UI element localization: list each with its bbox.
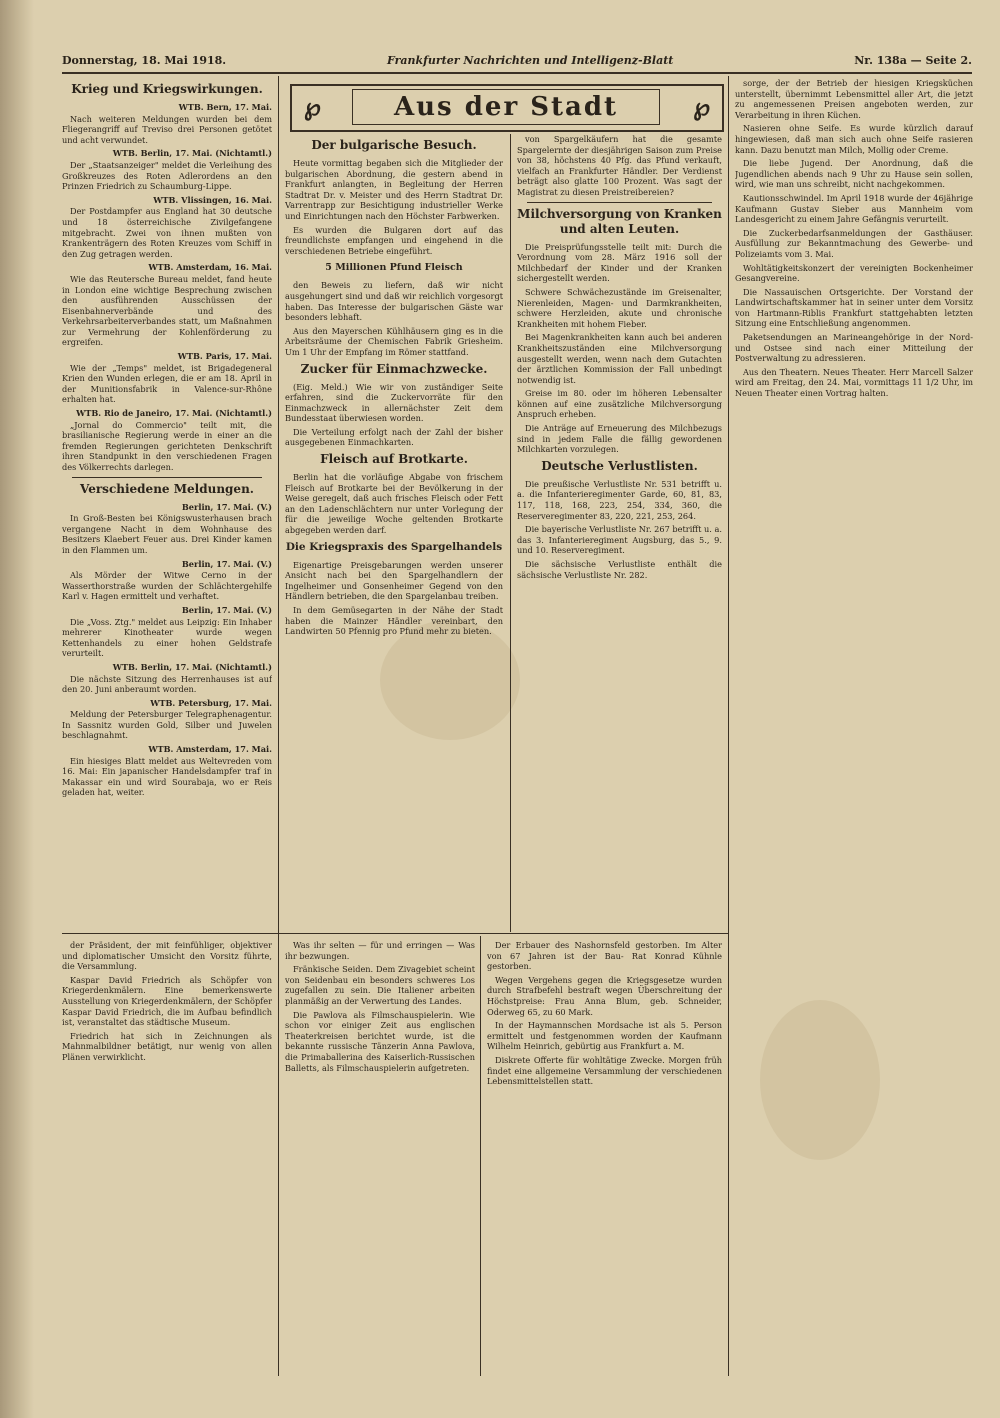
column-bulgarischer-besuch (285, 134, 503, 930)
article-paragraph: Die liebe Jugend. Der Anordnung, daß die Jugendlichen abends nach 9 Uhr zu Hause sein sollen, wird, wie man uns schreibt, nicht nachgekommen. (735, 158, 973, 190)
heading-bulgarischer-besuch: Der bulgarische Besuch. (311, 138, 477, 152)
article-paragraph: Die Anträge auf Erneuerung des Milchbezugs sind in jedem Falle die fällig gewordenen Milchkarten vorzulegen. (517, 423, 722, 455)
dateline: Berlin, 17. Mai. (V.) (181, 501, 272, 512)
article-paragraph: Diskrete Offerte für wohltätige Zwecke. Morgen früh findet eine allgemeine Versammlung der verschiedenen Lebensmittelstellen statt. (487, 1054, 722, 1087)
article-paragraph: Die sächsische Verlustliste enthält die sächsische Verlustliste Nr. 282. (517, 559, 722, 580)
article-paragraph: Wie das Reutersche Bureau meldet, fand heute in London eine wichtige Besprechung zwischen den ausführenden Ausschüssen der Eisenbahnerverbände und des Verkehrsarbeiterverbandes statt, um Maßnahmen zur Vermehrung der Kohlenförderung zu ergreifen. (62, 273, 272, 348)
article-paragraph: Nasieren ohne Seife. Es wurde kürzlich darauf hingewiesen, daß man sich auch ohne Seife rasieren kann. Dazu benutzt man Milch, Mollig oder Creme. (735, 123, 973, 155)
section-title: Aus der Stadt (352, 89, 660, 125)
column-lower-middle (285, 940, 475, 1370)
article-paragraph: (Eig. Meld.) Wie wir von zuständiger Seite erfahren, sind die Zuckervorräte für den Einmachzweck in allernächster Zeit dem Bundesstaat überwiesen worden. (285, 381, 503, 424)
article-paragraph: „Jornal do Commercio" teilt mit, die brasilianische Regierung werde in einer an die fremden Regierungen gerichteten Denkschrift ihren Standpunkt in den verschiedenen Fragen des Völkerrechts darlegen. (62, 419, 272, 472)
dateline: WTB. Amsterdam, 17. Mai. (148, 744, 272, 755)
article-paragraph: Bei Magenkrankheiten kann auch bei anderen Krankheitszuständen eine Milchversorgung ausgestellt werden, wenn nach dem Gutachten der ärztlichen Kommission der Fall unbedingt notwendig ist. (517, 332, 722, 385)
article-paragraph: Wegen Vergehens gegen die Kriegsgesetze wurden durch Strafbefehl bestraft wegen Überschreitung der Höchstpreise: Frau Anna Blum, geb. Schneider, Oderweg 65, zu 60 Mark. (487, 974, 722, 1017)
header-date: Donnerstag, 18. Mai 1918. (62, 54, 227, 67)
heading-zucker: Zucker für Einmachzwecke. (300, 361, 488, 376)
article-paragraph: Der „Staatsanzeiger" meldet die Verleihung des Großkreuzes des Roten Adlerordens an den Prinzen Friedrich zu Schaumburg-Lippe. (62, 159, 272, 192)
header-rule (62, 72, 972, 74)
article-paragraph: Meldung der Petersburger Telegraphenagentur. In Sassnitz wurden Gold, Silber und Juwelen beschlagnahmt. (62, 709, 272, 741)
heading-milchversorgung: Milchversorgung von Kranken und alten Leuten. (517, 206, 722, 236)
article-paragraph: Kautionsschwindel. Im April 1918 wurde der 46jährige Kaufmann Gustav Sieber aus Mannheim vom Landesgericht zu einem Jahre Gefängnis verurteilt. (735, 192, 973, 225)
article-paragraph: Es wurden die Bulgaren dort auf das freundlichste empfangen und eingehend in die verschiedenen Betriebe eingeführt. (285, 224, 503, 256)
heading-krieg: Krieg und Kriegswirkungen. (71, 82, 263, 96)
article-paragraph: Heute vormittag begaben sich die Mitglieder der bulgarischen Abordnung, die gestern abend in Frankfurt anlangten, in Begleitung der Herren Stadtrat Dr. v. Meister und des Herrn Stadtrat Dr. Varrentrapp zur Besichtigung industrieller Werke und Einrichtungen nach den Höchster Farbwerken. (285, 158, 503, 221)
ornament-icon: ℘ (304, 92, 321, 121)
ornament-icon: ℘ (693, 92, 710, 121)
binding-spine (0, 0, 34, 1418)
column-milchversorgung (517, 134, 722, 930)
article-paragraph: Berlin hat die vorläufige Abgabe von frischem Fleisch auf Brotkarte bei der Bevölkerung in der Weise geregelt, daß auch frisches Fleisch oder Fett an den Ladenschlächtern nur unter Vorlegung der für die jeweilige Woche geltenden Brotkarte abgegeben werden darf. (285, 472, 503, 536)
article-paragraph: Ein hiesiges Blatt meldet aus Weltevreden vom 16. Mai: Ein japanischer Handelsdampfer traf in Makassar ein und wird Sourabaja, wo er Reis geladen hat, weiter. (62, 755, 272, 798)
article-paragraph: Die preußische Verlustliste Nr. 531 betrifft u. a. die Infanterieregimenter Garde, 60, 81, 83, 117, 118, 168, 223, 254, 334, 360, die Reserveregimenter 83, 220, 221, 253, 264. (517, 478, 722, 521)
heading-spargel: Die Kriegspraxis des Spargelhandels (285, 540, 503, 553)
article-paragraph: Wohltätigkeitskonzert der vereinigten Bockenheimer Gesangvereine. (735, 262, 973, 284)
article-paragraph: Paketsendungen an Marineangehörige in der Nord- und Ostsee sind nach einer Mitteilung der Postverwaltung zu adressieren. (735, 332, 973, 364)
article-paragraph: Die Zuckerbedarfsanmeldungen der Gasthäuser. Ausfüllung zur Bekanntmachung des Gewerbe- und Polizeiamts vom 3. Mai. (735, 227, 973, 259)
article-paragraph: Friedrich hat sich in Zeichnungen als Mahnmalbildner betätigt, nur wenig von allen Plänen verwirklicht. (62, 1030, 272, 1062)
dateline: Berlin, 17. Mai. (V.) (181, 558, 272, 569)
column-lower-left (62, 940, 272, 1370)
separator (527, 202, 712, 203)
column-divider (278, 76, 279, 1376)
separator (72, 477, 262, 478)
dateline: WTB. Vlissingen, 16. Mai. (153, 194, 272, 205)
article-paragraph: Die bayerische Verlustliste Nr. 267 betrifft u. a. das 3. Infanterieregiment Augsburg, das 5., 9. und 10. Reserveregiment. (517, 524, 722, 556)
heading-verschiedenes: Verschiedene Meldungen. (80, 481, 254, 496)
column-krieg (62, 78, 272, 930)
article-paragraph: Die Verteilung erfolgt nach der Zahl der bisher ausgegebenen Einmachkarten. (285, 426, 503, 448)
article-paragraph: Eigenartige Preisgebarungen werden unserer Ansicht nach bei den Spargelhandlern der Ingelheimer und Gonsenheimer Gegend von den Händlern betrieben, die den Spargelanbau treiben. (285, 559, 503, 602)
article-paragraph: In dem Gemüsegarten in der Nähe der Stadt haben die Mainzer Händler vereinbart, den Landwirten 50 Pfennig pro Pfund mehr zu bieten. (285, 605, 503, 637)
article-paragraph: sorge, der der Betrieb der hiesigen Kriegsküchen unterstellt, übernimmt Lebensmittel aller Art, die jetzt zu angemessenen Preisen angeboten werden, zur Verarbeitung in ihren Küchen. (735, 78, 973, 120)
header-paper-title: Frankfurter Nachrichten und Intelligenz-Blatt (387, 54, 674, 67)
article-paragraph: Die nächste Sitzung des Herrenhauses ist auf den 20. Juni anberaumt worden. (62, 673, 272, 695)
dateline: WTB. Amsterdam, 16. Mai. (148, 262, 272, 273)
heading-verlustlisten: Deutsche Verlustlisten. (541, 458, 698, 473)
article-paragraph: Aus den Mayerschen Kühlhäusern ging es in die Arbeitsräume der Chemischen Fabrik Griesheim. Um 1 Uhr der Empfang im Römer stattfand. (285, 325, 503, 357)
article-paragraph: Nach weiteren Meldungen wurden bei dem Fliegerangriff auf Treviso drei Personen getötet und acht verwundet. (62, 113, 272, 145)
column-lokales (735, 78, 973, 1378)
article-paragraph: Wie der „Temps" meldet, ist Brigadegeneral Krien den Wunden erlegen, die er am 18. April in der Munitionsfabrik in Valence-sur-Rhône erhalten hat. (62, 362, 272, 405)
article-paragraph: Was ihr selten — für und erringen — Was ihr bezwungen. (285, 940, 475, 961)
article-paragraph: Fränkische Seiden. Dem Zivagebiet scheint von Seidenbau ein besonders schweres Los zugefallen zu sein. Die Italiener arbeiten planmäßig an der Verwertung des Landes. (285, 964, 475, 1006)
article-paragraph: Die „Voss. Ztg." meldet aus Leipzig: Ein Inhaber mehrerer Kinotheater wurde wegen Kettenhandels zu einer hohen Geldstrafe verurteilt. (62, 616, 272, 659)
article-paragraph: Die Preisprüfungsstelle teilt mit: Durch die Verordnung vom 28. März 1916 soll der Milchbedarf der Kinder und der Kranken sichergestellt werden. (517, 241, 722, 284)
column-lower-right (487, 940, 722, 1370)
column-divider (728, 76, 729, 1376)
article-paragraph: Kaspar David Friedrich als Schöpfer von Kriegerdenkmälern. Eine bemerkenswerte Ausstellung von Kriegerdenkmälern, der Schöpfer Kaspar David Friedrich, die im Aufbau befindlich ist, veranstaltet das städtische Museum. (62, 974, 272, 1028)
dateline: WTB. Bern, 17. Mai. (178, 102, 272, 112)
heading-fleisch: Fleisch auf Brotkarte. (320, 452, 468, 467)
dateline: WTB. Petersburg, 17. Mai. (150, 697, 272, 708)
dateline: WTB. Rio de Janeiro, 17. Mai. (Nichtamtl.) (76, 408, 272, 419)
page-header (62, 50, 972, 72)
article-paragraph: Aus den Theatern. Neues Theater. Herr Marcell Salzer wird am Freitag, den 24. Mai, vormittags 11 1/2 Uhr, im Neuen Theater einen Vortrag halten. (735, 366, 973, 399)
section-rule (62, 933, 728, 934)
column-divider (480, 936, 481, 1376)
dateline: WTB. Paris, 17. Mai. (177, 351, 272, 362)
column-divider (510, 134, 511, 932)
dateline: WTB. Berlin, 17. Mai. (Nichtamtl.) (112, 661, 272, 672)
article-paragraph: den Beweis zu liefern, daß wir nicht ausgehungert sind und daß wir reichlich vorgesorgt haben. Das Interesse der bulgarischen Gäste war besonders lebhaft. (285, 280, 503, 323)
article-paragraph: Greise im 80. oder im höheren Lebensalter können auf eine zusätzliche Milchversorgung Anspruch erheben. (517, 388, 722, 420)
dateline: WTB. Berlin, 17. Mai. (Nichtamtl.) (112, 148, 272, 159)
article-paragraph: In der Haymannschen Mordsache ist als 5. Person ermittelt und festgenommen worden der Kaufmann Wilhelm Heinrich, gebürtig aus Frankfurt a. M. (487, 1020, 722, 1052)
article-paragraph: der Präsident, der mit feinfühliger, objektiver und diplomatischer Umsicht den Vorsitz führte, die Versammlung. (62, 940, 272, 972)
article-paragraph: Als Mörder der Witwe Cerno in der Wasserthorstraße wurden der Schlächtergehilfe Karl v. Hagen ermittelt und verhaftet. (62, 570, 272, 602)
article-paragraph: Die Nassauischen Ortsgerichte. Der Vorstand der Landwirtschaftskammer hat in seiner unter dem Vorsitz von Hartmann-Riblis Frankfurt stattgehabten letzten Sitzung eine Entschließung angenommen. (735, 286, 973, 329)
header-issue: Nr. 138a — Seite 2. (854, 54, 972, 67)
article-paragraph: In Groß-Besten bei Königswusterhausen brach vergangene Nacht in dem Wohnhause des Besitzers Klaebert Feuer aus. Drei Kinder kamen in den Flammen um. (62, 513, 272, 555)
subheading: 5 Millionen Pfund Fleisch (325, 262, 463, 274)
article-paragraph: Die Pawlova als Filmschauspielerin. Wie schon vor einiger Zeit aus englischen Theaterkreisen berichtet wurde, ist die bekannte russische Tänzerin Anna Pawlova, die Primaballerina des Kaiserlich-Russischen Balletts, als Filmschauspielerin aufgetreten. (285, 1009, 475, 1073)
section-banner (290, 84, 724, 132)
dateline: Berlin, 17. Mai. (V.) (181, 604, 272, 615)
article-paragraph: von Spargelkäufern hat die gesamte Spargelernte der diesjährigen Saison zum Preise von 38, höchstens 40 Pfg. das Pfund verkauft, vielfach an Frankfurter Händler. Der Verdienst beträgt also glatte 100 Prozent. Was sagt der Magistrat zu diesen Preistreibereien? (517, 134, 722, 197)
article-paragraph: Der Erbauer des Nashornsfeld gestorben. Im Alter von 67 Jahren ist der Bau- Rat Konrad Kühnle gestorben. (487, 940, 722, 972)
article-paragraph: Der Postdampfer aus England hat 30 deutsche und 18 österreichische Zivilgefangene mitgebracht. Zwei von ihnen mußten von Krankenträgern des Roten Kreuzes vom Schiff in den Zug getragen werden. (62, 206, 272, 259)
article-paragraph: Schwere Schwächezustände im Greisenalter, Nierenleiden, Magen- und Darmkrankheiten, schwere Herzleiden, akute und chronische Krankheiten mit hohem Fieber. (517, 286, 722, 329)
